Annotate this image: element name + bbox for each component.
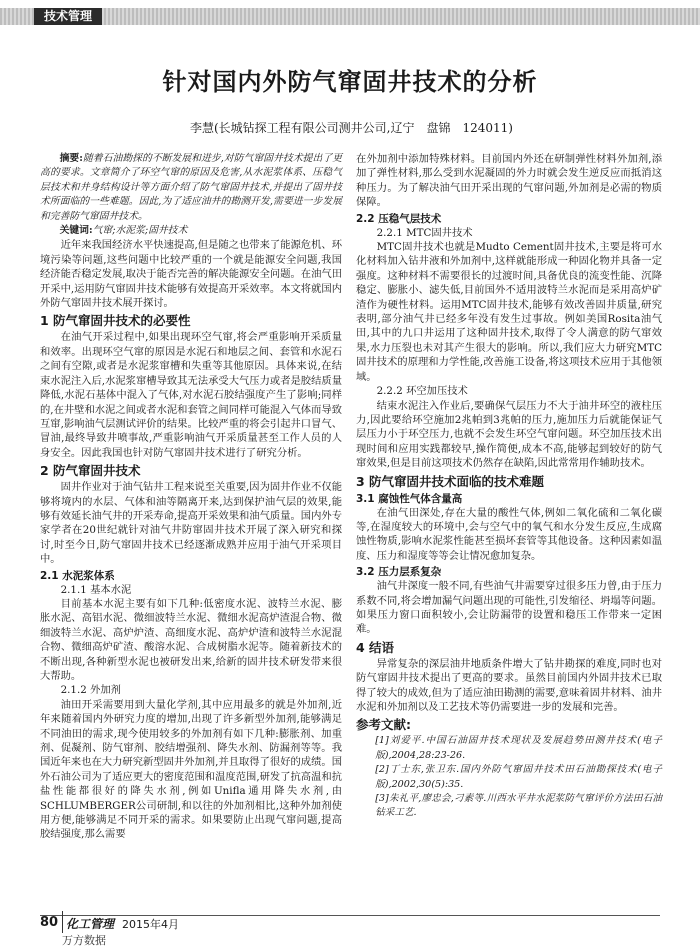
right-column [356, 152, 662, 821]
abstract-text: 随着石油勘探的不断发展和进步,对防气窜固井技术提出了更高的要求。文章简介了环空气窜的原因及危害,从水泥浆体系、压稳气层技术和井身结构设计等方面介绍了防气窜固井技术,并提出了固井技术所面临的一些难题。因此,为了适应油井的勘测开发,需要进一步发展和完善防气窜固井技术。 [40, 153, 342, 222]
section-3-heading: 3 防气窜固井技术面临的技术难题 [356, 473, 545, 489]
reference-item: [3]朱礼平,廖忠会,刁素等.川西水平井水泥浆防气窜评价方法田石油钻采工艺. [375, 793, 662, 819]
reference-item: [1]刘爱平.中国石油固井技术现状及发展趋势田测井技术(电子版),2004,28:23-26. [375, 735, 662, 761]
section-2-1-2-heading: 2.1.2 外加剂 [60, 684, 121, 697]
header-bar [0, 8, 700, 25]
section-2-2-heading: 2.2 压稳气层技术 [356, 212, 442, 225]
section-2-1-2-text-cont: 在外加剂中添加特殊材料。目前国内外还在研制弹性材料外加剂,添加了弹性材料,那么受到水泥凝固的外力时就会发生逆反应而抵消这种压力。为了解决油气田开采出现的气窜问题,外加剂是必需的物质保障。 [356, 153, 662, 209]
keywords-text: 气窜;水泥浆;固井技术 [92, 225, 188, 237]
section-4-text: 异常复杂的深层油井地质条件增大了钻井勘探的难度,同时也对防气窜固井技术提出了更高的要求。虽然目前国内外固井技术已取得了较大的成效,但为了适应油田勘测的需要,意味着固井材料、油井水泥和外加剂以及工艺技术等仍需要进一步的发展和完善。 [356, 657, 662, 713]
left-column [40, 152, 342, 842]
section-2-1-1-text: 目前基本水泥主要有如下几种:低密度水泥、波特兰水泥、膨胀水泥、高铝水泥、微细波特兰水泥、微细水泥高炉渣混合物、微细波特兰水泥、高炉炉渣、高细度水泥、高炉炉渣和波特兰水泥混合物、微细高炉矿渣、酸溶水泥、合成树脂水泥等。随着新技术的不断出现,各种新型水泥也被研发出来,给新的固井技术研发带来很大帮助。 [40, 597, 342, 682]
section-2-1-1-heading: 2.1.1 基本水泥 [60, 583, 132, 596]
keywords [40, 224, 342, 238]
section-2-1-2-text: 油田开采需要用到大量化学剂,其中应用最多的就是外加剂,近年来随着国内外研究力度的增加,出现了许多新型外加剂,能够满足不同油田的需求,现今使用较多的外加剂有如下几种:膨胀剂、加重剂、促凝剂、防气窜剂、胶结增强剂、降失水剂、防漏剂等等。我国近年来也在大力研究新型固井外加剂,并且取得了很好的成绩。国外石油公司为了适应更大的密度范围和温度范围,研发了抗高温和抗盐性能都很好的降失水剂,例如Unifla通用降失水剂,由SCHLUMBERGER公司研制,和以往的外加剂相比,这种外加剂使用方便,能够满足不同开采的需求。如果要防止出现气窜问题,提高胶结强度,那么需要 [40, 698, 342, 841]
section-2-2-1-heading: 2.2.1 MTC固井技术 [376, 226, 473, 239]
section-3-1-heading: 3.1 腐蚀性气体含量高 [356, 492, 463, 505]
intro-paragraph: 近年来我国经济水平快速提高,但是随之也带来了能源危机、环境污染等问题,这些问题中比较严重的一个就是能源安全问题,我国经济能否稳定发展,取决于能否完善的解决能源安全问题。在油气田开采中,运用防气窜固井技术能够有效提高开采效率。本文将就国内外防气窜固井技术展开探讨。 [40, 239, 342, 310]
section-3-1-text: 在油气田深处,存在大量的酸性气体,例如二氧化硫和二氧化碳等,在湿度较大的环境中,会与空气中的氧气和水分发生反应,生成腐蚀性物质,影响水泥浆性能甚至损坏套管等其他设备。这种因素如温度、压力和湿度等等会让情况愈加复杂。 [356, 506, 662, 562]
section-2-2-1-text: MTC固井技术也就是Mudto Cement固井技术,主要是将可水化材料加入钻井液和外加剂中,这样就能形成一种固化物并具备一定强度。这种材料不需要很长的过渡时间,具备优良的流变性能、沉降稳定、膨胀小、滤失低,目前国外不适用波特兰水泥而是采用高炉矿渣作为硬性材料。运用MTC固井技术,能够有效改善固井质量,研究表明,部分油气井已经多年没有发生过事故。例如美国Rosita油气田,其中的九口井运用了这种固井技术,取得了令人满意的防气窜效果,水力压裂也未对其产生很大的影响。所以,我们应大力研究MTC固井技术的原理和力学性能,改善施工设备,将这项技术应用于其他领域。 [356, 241, 662, 383]
author-line: 李慧(长城钻探工程有限公司测井公司,辽宁 盘锦 124011) [190, 121, 513, 135]
section-2-1-heading: 2.1 水泥浆体系 [40, 569, 115, 582]
page-number: 80 [40, 915, 59, 930]
abstract-label: 摘要: [59, 153, 83, 164]
section-2-text: 固井作业对于油气钻井工程来说至关重要,因为固井作业不仅能够将境内的水层、气体和油等隔离开来,达到保护油气层的效果,能够有效延长油气井的开采寿命,提高开采效果和油气质量。国内外专家学者在20世纪就针对油气井防窜固井技术开展了深入研究和探讨,时至今日,防气窜固井技术已经逐渐成熟并应用于油气开采项目中。 [40, 481, 342, 566]
watermark-text: 万方数据 [62, 934, 106, 947]
issue-date: 2015年4月 [122, 918, 179, 931]
section-2-heading: 2 防气窜固井技术 [40, 463, 141, 479]
section-1-text: 在油气开采过程中,如果出现环空气窜,将会严重影响开采质量和效率。出现环空气窜的原因是水泥石和地层之间、套管和水泥石之间有空隙,或者是水泥浆窜槽和失重等其他原因。具体来说,在结束水泥注入后,水泥浆窜槽导致其无法承受大气压力或者是胶结质量降低,水泥石基体中混入了气体,对水泥石胶结强度产生了影响;同样的,在井壁和水泥之间或者水泥和套管之间同样可能混入气体而导致互窜,影响油气层测试评价的结果。比较严重的将会引起井口冒气、冒油,最终导致井喷事故,严重影响油气开采质量甚至工作人员的人身安全。因此我国也针对防气窜固井技术进行了研究分析。 [40, 331, 342, 459]
section-tag: 技术管理 [34, 8, 102, 25]
section-1-heading: 1 防气窜固井技术的必要性 [40, 313, 191, 329]
references-heading: 参考文献: [356, 717, 411, 733]
abstract [40, 152, 342, 224]
reference-item: [2]丁士东,张卫东.国内外防气窜固井技术田石油勘探技术(电子版),2002,30(5):35. [375, 764, 662, 790]
section-3-2-text: 油气井深度一般不同,有些油气井需要穿过很多压力曾,由于压力系数不同,将会增加漏气问题出现的可能性,引发缩径、坍塌等问题。如果压力窗口面积较小,会让防漏带的设置和稳压工作带来一定困难。 [356, 580, 662, 636]
section-3-2-heading: 3.2 压力层系复杂 [356, 566, 442, 579]
article-title: 针对国内外防气窜固井技术的分析 [162, 68, 538, 96]
section-2-2-2-text: 结束水泥注入作业后,要确保气层压力不大于油井环空的液柱压力,因此要给环空施加2兆帕到3兆帕的压力,施加压力后就能保证气层压力小于环空压力,也就不会发生环空气窜问题。环空加压技术出现时间和应用实践都较早,操作简便,成本不高,能够起到较好的防气窜效果,但是目前这项技术仍然存在缺陷,因此常常用作辅助技术。 [356, 399, 662, 470]
section-4-heading: 4 结语 [356, 639, 395, 655]
journal-name: 化工管理 [66, 917, 115, 931]
section-2-2-2-heading: 2.2.2 环空加压技术 [376, 385, 468, 398]
footer-divider [62, 911, 63, 933]
keywords-label: 关键词: [59, 225, 93, 237]
